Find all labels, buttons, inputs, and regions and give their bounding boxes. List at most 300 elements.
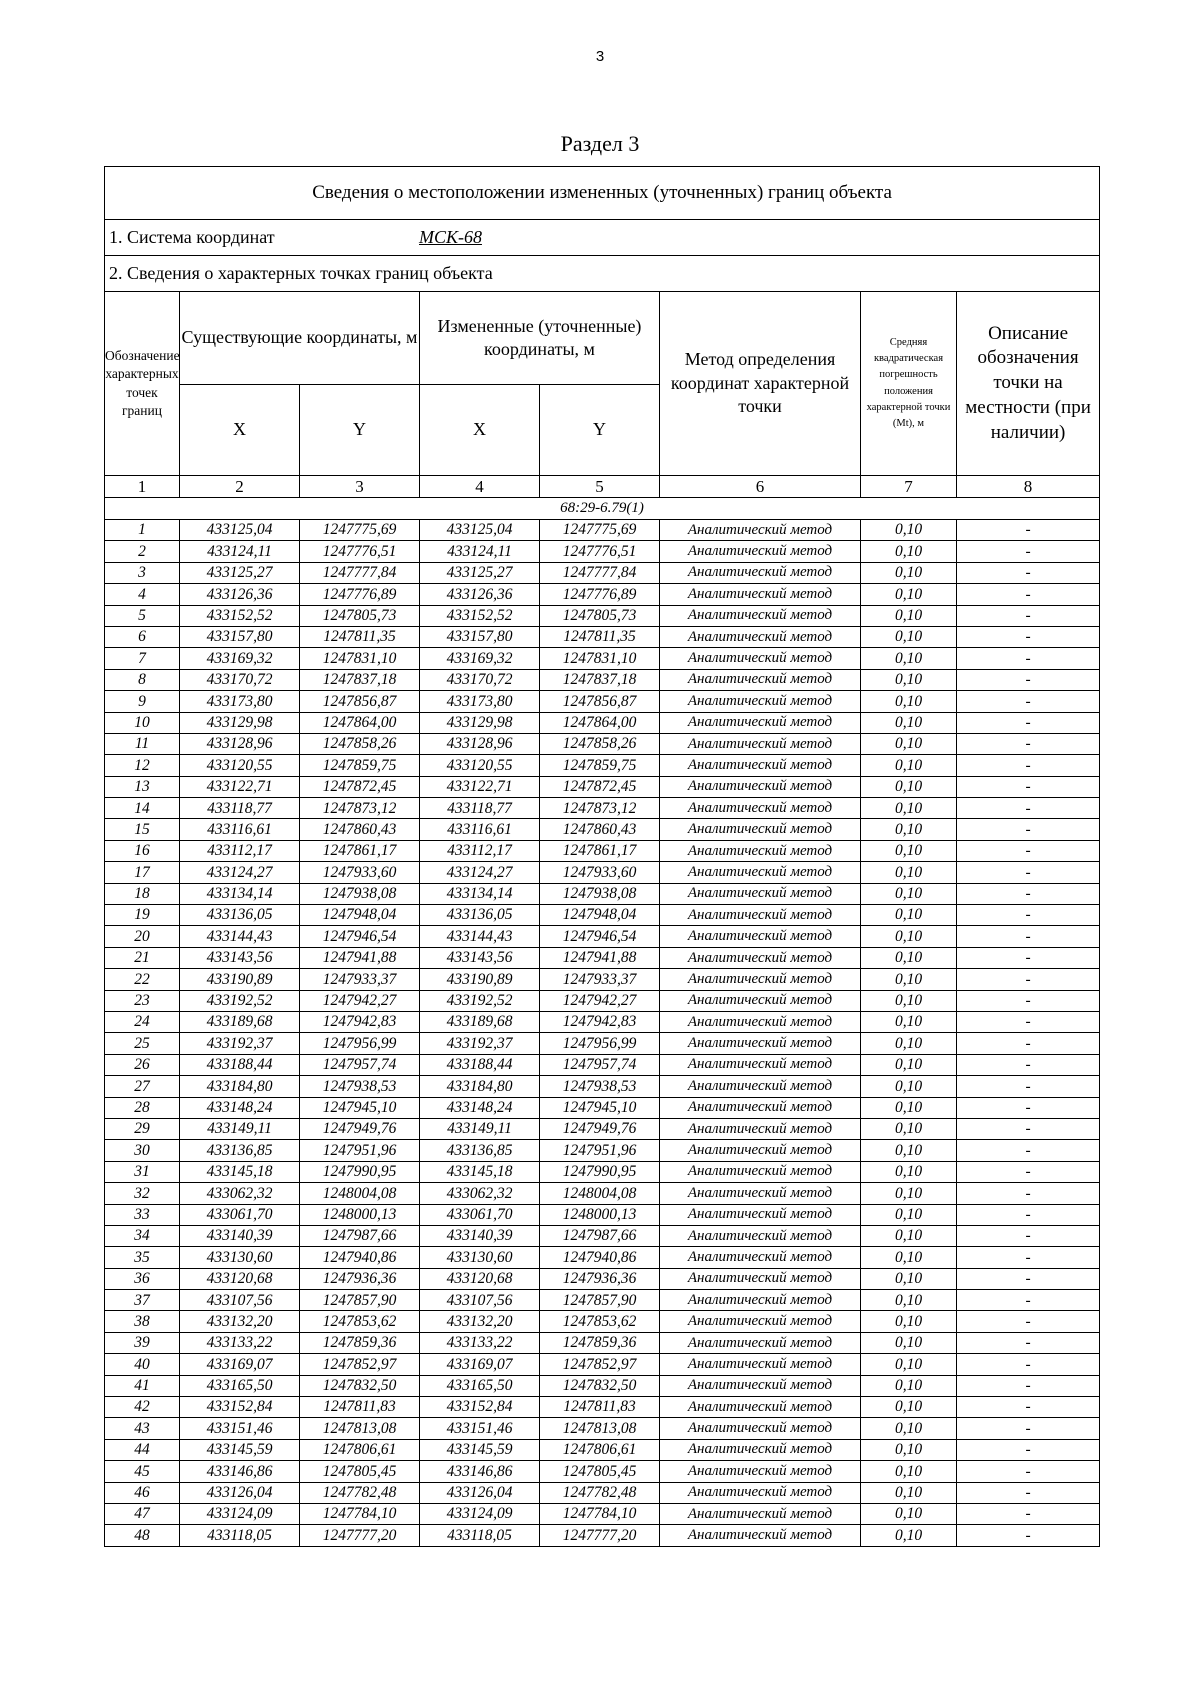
table-row [105,905,1100,926]
error-value-cell: 0,10 [861,947,957,968]
method-cell: Аналитический метод [660,883,861,904]
existing-x-cell: 433062,32 [180,1183,300,1204]
existing-y-cell: 1247861,17 [300,840,420,861]
existing-x-cell: 433184,80 [180,1076,300,1097]
method-cell: Аналитический метод [660,669,861,690]
table-row [105,1097,1100,1118]
description-cell: - [957,648,1100,669]
error-value-cell: 0,10 [861,1183,957,1204]
changed-y-cell: 1247987,66 [540,1225,660,1246]
error-value-cell: 0,10 [861,1097,957,1118]
error-value-cell: 0,10 [861,733,957,754]
point-number-cell: 14 [105,798,180,819]
description-cell: - [957,1118,1100,1139]
method-cell: Аналитический метод [660,1332,861,1353]
changed-x-cell: 433134,14 [420,883,540,904]
error-value-cell: 0,10 [861,1204,957,1225]
point-number-cell: 39 [105,1332,180,1353]
changed-x-cell: 433130,60 [420,1247,540,1268]
table-row [105,1011,1100,1032]
error-value-cell: 0,10 [861,626,957,647]
existing-x-cell: 433165,50 [180,1375,300,1396]
header-existing-y: Y [300,385,420,476]
column-number: 8 [957,476,1100,498]
method-cell: Аналитический метод [660,947,861,968]
table-row [105,1118,1100,1139]
changed-x-cell: 433189,68 [420,1011,540,1032]
existing-y-cell: 1247776,89 [300,584,420,605]
changed-x-cell: 433190,89 [420,969,540,990]
description-cell: - [957,1439,1100,1460]
changed-y-cell: 1247859,36 [540,1332,660,1353]
points-section-title: 2. Сведения о характерных точках границ объекта [105,256,1100,292]
method-cell: Аналитический метод [660,1118,861,1139]
existing-y-cell: 1247946,54 [300,926,420,947]
point-number-cell: 42 [105,1397,180,1418]
changed-y-cell: 1247945,10 [540,1097,660,1118]
description-cell: - [957,947,1100,968]
description-cell: - [957,840,1100,861]
table-row [105,1140,1100,1161]
existing-x-cell: 433145,18 [180,1161,300,1182]
changed-x-cell: 433152,84 [420,1397,540,1418]
existing-x-cell: 433107,56 [180,1290,300,1311]
point-number-cell: 8 [105,669,180,690]
point-number-cell: 12 [105,755,180,776]
changed-x-cell: 433144,43 [420,926,540,947]
point-number-cell: 15 [105,819,180,840]
description-cell: - [957,691,1100,712]
changed-y-cell: 1247777,84 [540,562,660,583]
changed-x-cell: 433145,18 [420,1161,540,1182]
existing-x-cell: 433130,60 [180,1247,300,1268]
point-number-cell: 31 [105,1161,180,1182]
changed-x-cell: 433128,96 [420,733,540,754]
error-value-cell: 0,10 [861,755,957,776]
method-cell: Аналитический метод [660,990,861,1011]
description-cell: - [957,1225,1100,1246]
existing-y-cell: 1247948,04 [300,905,420,926]
table-row [105,1439,1100,1460]
existing-x-cell: 433116,61 [180,819,300,840]
changed-y-cell: 1247782,48 [540,1482,660,1503]
changed-y-cell: 1248004,08 [540,1183,660,1204]
point-number-cell: 33 [105,1204,180,1225]
error-value-cell: 0,10 [861,1011,957,1032]
description-cell: - [957,926,1100,947]
changed-y-cell: 1247957,74 [540,1054,660,1075]
table-row [105,669,1100,690]
changed-y-cell: 1247864,00 [540,712,660,733]
method-cell: Аналитический метод [660,1354,861,1375]
table-row [105,776,1100,797]
column-number: 6 [660,476,861,498]
point-number-cell: 41 [105,1375,180,1396]
existing-x-cell: 433173,80 [180,691,300,712]
changed-x-cell: 433133,22 [420,1332,540,1353]
table-row [105,1311,1100,1332]
point-number-cell: 44 [105,1439,180,1460]
method-cell: Аналитический метод [660,1268,861,1289]
changed-x-cell: 433124,11 [420,541,540,562]
table-row [105,733,1100,754]
changed-y-cell: 1247860,43 [540,819,660,840]
existing-y-cell: 1248000,13 [300,1204,420,1225]
table-row [105,1418,1100,1439]
error-value-cell: 0,10 [861,584,957,605]
table-row [105,990,1100,1011]
changed-x-cell: 433146,86 [420,1461,540,1482]
changed-y-cell: 1247942,27 [540,990,660,1011]
existing-y-cell: 1247806,61 [300,1439,420,1460]
changed-y-cell: 1247837,18 [540,669,660,690]
changed-x-cell: 433136,05 [420,905,540,926]
method-cell: Аналитический метод [660,1525,861,1546]
description-cell: - [957,733,1100,754]
table-row [105,626,1100,647]
column-number: 4 [420,476,540,498]
description-cell: - [957,969,1100,990]
description-cell: - [957,626,1100,647]
existing-y-cell: 1247938,08 [300,883,420,904]
point-number-cell: 43 [105,1418,180,1439]
existing-y-cell: 1247776,51 [300,541,420,562]
method-cell: Аналитический метод [660,969,861,990]
existing-x-cell: 433124,27 [180,862,300,883]
description-cell: - [957,1268,1100,1289]
header-designation: Обозначение характерных точек границ [105,292,180,476]
table-row [105,1054,1100,1075]
description-cell: - [957,1140,1100,1161]
table-row [105,541,1100,562]
point-number-cell: 27 [105,1076,180,1097]
table-row [105,1503,1100,1524]
existing-y-cell: 1247990,95 [300,1161,420,1182]
error-value-cell: 0,10 [861,862,957,883]
existing-x-cell: 433120,55 [180,755,300,776]
changed-x-cell: 433061,70 [420,1204,540,1225]
existing-x-cell: 433136,85 [180,1140,300,1161]
changed-y-cell: 1247852,97 [540,1354,660,1375]
existing-y-cell: 1247859,75 [300,755,420,776]
changed-x-cell: 433192,37 [420,1033,540,1054]
point-number-cell: 22 [105,969,180,990]
point-number-cell: 17 [105,862,180,883]
page-number: 3 [595,48,605,65]
existing-y-cell: 1247805,73 [300,605,420,626]
table-row [105,605,1100,626]
table-row [105,584,1100,605]
description-cell: - [957,520,1100,541]
existing-y-cell: 1247859,36 [300,1332,420,1353]
table-row [105,883,1100,904]
table-row [105,1482,1100,1503]
point-number-cell: 29 [105,1118,180,1139]
changed-x-cell: 433124,27 [420,862,540,883]
changed-y-cell: 1247949,76 [540,1118,660,1139]
changed-x-cell: 433170,72 [420,669,540,690]
changed-x-cell: 433192,52 [420,990,540,1011]
changed-y-cell: 1247942,83 [540,1011,660,1032]
existing-x-cell: 433192,37 [180,1033,300,1054]
existing-y-cell: 1247858,26 [300,733,420,754]
existing-x-cell: 433129,98 [180,712,300,733]
existing-y-cell: 1247940,86 [300,1247,420,1268]
existing-x-cell: 433145,59 [180,1439,300,1460]
column-number: 5 [540,476,660,498]
method-cell: Аналитический метод [660,626,861,647]
existing-y-cell: 1247942,27 [300,990,420,1011]
changed-x-cell: 433107,56 [420,1290,540,1311]
point-number-cell: 36 [105,1268,180,1289]
table-row [105,840,1100,861]
point-number-cell: 24 [105,1011,180,1032]
changed-y-cell: 1247859,75 [540,755,660,776]
point-number-cell: 46 [105,1482,180,1503]
changed-x-cell: 433062,32 [420,1183,540,1204]
error-value-cell: 0,10 [861,1503,957,1524]
point-number-cell: 4 [105,584,180,605]
existing-y-cell: 1247813,08 [300,1418,420,1439]
changed-y-cell: 1247938,53 [540,1076,660,1097]
description-cell: - [957,1247,1100,1268]
existing-x-cell: 433148,24 [180,1097,300,1118]
point-number-cell: 6 [105,626,180,647]
table-row [105,947,1100,968]
existing-x-cell: 433133,22 [180,1332,300,1353]
method-cell: Аналитический метод [660,798,861,819]
changed-x-cell: 433120,68 [420,1268,540,1289]
method-cell: Аналитический метод [660,1461,861,1482]
error-value-cell: 0,10 [861,1054,957,1075]
description-cell: - [957,1503,1100,1524]
changed-x-cell: 433132,20 [420,1311,540,1332]
point-number-cell: 2 [105,541,180,562]
existing-x-cell: 433152,52 [180,605,300,626]
table-title: Сведения о местоположении измененных (уточненных) границ объекта [105,167,1100,220]
existing-x-cell: 433170,72 [180,669,300,690]
changed-y-cell: 1247831,10 [540,648,660,669]
changed-y-cell: 1247948,04 [540,905,660,926]
changed-y-cell: 1247938,08 [540,883,660,904]
method-cell: Аналитический метод [660,1161,861,1182]
description-cell: - [957,1204,1100,1225]
changed-y-cell: 1247951,96 [540,1140,660,1161]
existing-y-cell: 1247951,96 [300,1140,420,1161]
changed-x-cell: 433136,85 [420,1140,540,1161]
point-number-cell: 16 [105,840,180,861]
existing-x-cell: 433188,44 [180,1054,300,1075]
error-value-cell: 0,10 [861,1076,957,1097]
point-number-cell: 34 [105,1225,180,1246]
table-row [105,969,1100,990]
existing-x-cell: 433120,68 [180,1268,300,1289]
method-cell: Аналитический метод [660,605,861,626]
description-cell: - [957,1097,1100,1118]
error-value-cell: 0,10 [861,1118,957,1139]
table-row [105,819,1100,840]
existing-y-cell: 1247860,43 [300,819,420,840]
description-cell: - [957,669,1100,690]
point-number-cell: 30 [105,1140,180,1161]
changed-y-cell: 1247933,37 [540,969,660,990]
point-number-cell: 45 [105,1461,180,1482]
changed-y-cell: 1247936,36 [540,1268,660,1289]
method-cell: Аналитический метод [660,862,861,883]
changed-y-cell: 1247784,10 [540,1503,660,1524]
changed-y-cell: 1247956,99 [540,1033,660,1054]
existing-x-cell: 433061,70 [180,1204,300,1225]
error-value-cell: 0,10 [861,1354,957,1375]
point-number-cell: 37 [105,1290,180,1311]
existing-y-cell: 1247775,69 [300,520,420,541]
existing-x-cell: 433112,17 [180,840,300,861]
table-row [105,1033,1100,1054]
error-value-cell: 0,10 [861,1225,957,1246]
description-cell: - [957,798,1100,819]
changed-x-cell: 433165,50 [420,1375,540,1396]
method-cell: Аналитический метод [660,1397,861,1418]
error-value-cell: 0,10 [861,819,957,840]
error-value-cell: 0,10 [861,1397,957,1418]
header-changed-coordinates: Измененные (уточненные) координаты, м [420,292,660,385]
changed-x-cell: 433129,98 [420,712,540,733]
point-number-cell: 20 [105,926,180,947]
method-cell: Аналитический метод [660,1375,861,1396]
existing-y-cell: 1247933,60 [300,862,420,883]
point-number-cell: 23 [105,990,180,1011]
error-value-cell: 0,10 [861,1311,957,1332]
point-number-cell: 28 [105,1097,180,1118]
object-id: 68:29-6.79(1) [105,498,1100,520]
changed-y-cell: 1247853,62 [540,1311,660,1332]
error-value-cell: 0,10 [861,691,957,712]
existing-y-cell: 1247782,48 [300,1482,420,1503]
point-number-cell: 19 [105,905,180,926]
existing-y-cell: 1248004,08 [300,1183,420,1204]
error-value-cell: 0,10 [861,669,957,690]
existing-x-cell: 433146,86 [180,1461,300,1482]
existing-y-cell: 1247945,10 [300,1097,420,1118]
method-cell: Аналитический метод [660,562,861,583]
existing-x-cell: 433118,77 [180,798,300,819]
table-row [105,1183,1100,1204]
column-number: 7 [861,476,957,498]
method-cell: Аналитический метод [660,1097,861,1118]
changed-x-cell: 433169,32 [420,648,540,669]
description-cell: - [957,776,1100,797]
error-value-cell: 0,10 [861,798,957,819]
changed-x-cell: 433157,80 [420,626,540,647]
changed-y-cell: 1247872,45 [540,776,660,797]
description-cell: - [957,605,1100,626]
point-number-cell: 35 [105,1247,180,1268]
error-value-cell: 0,10 [861,1439,957,1460]
column-numbers-row [105,476,1100,498]
existing-y-cell: 1247784,10 [300,1503,420,1524]
point-number-cell: 10 [105,712,180,733]
existing-x-cell: 433134,14 [180,883,300,904]
existing-y-cell: 1247949,76 [300,1118,420,1139]
error-value-cell: 0,10 [861,776,957,797]
changed-x-cell: 433184,80 [420,1076,540,1097]
description-cell: - [957,883,1100,904]
description-cell: - [957,1076,1100,1097]
description-cell: - [957,1482,1100,1503]
point-number-cell: 40 [105,1354,180,1375]
description-cell: - [957,1011,1100,1032]
point-number-cell: 11 [105,733,180,754]
existing-x-cell: 433140,39 [180,1225,300,1246]
column-number: 3 [300,476,420,498]
point-number-cell: 7 [105,648,180,669]
method-cell: Аналитический метод [660,1290,861,1311]
error-value-cell: 0,10 [861,541,957,562]
method-cell: Аналитический метод [660,1011,861,1032]
method-cell: Аналитический метод [660,1140,861,1161]
description-cell: - [957,990,1100,1011]
existing-x-cell: 433124,09 [180,1503,300,1524]
description-cell: - [957,712,1100,733]
existing-x-cell: 433136,05 [180,905,300,926]
point-number-cell: 48 [105,1525,180,1546]
description-cell: - [957,584,1100,605]
error-value-cell: 0,10 [861,1290,957,1311]
existing-y-cell: 1247777,84 [300,562,420,583]
table-row [105,1332,1100,1353]
existing-y-cell: 1247811,35 [300,626,420,647]
method-cell: Аналитический метод [660,648,861,669]
point-number-cell: 32 [105,1183,180,1204]
table-row [105,1461,1100,1482]
changed-y-cell: 1247811,35 [540,626,660,647]
header-error: Средняя квадратическая погрешность положения характерной точки (Mt), м [861,292,957,476]
changed-y-cell: 1247832,50 [540,1375,660,1396]
changed-x-cell: 433169,07 [420,1354,540,1375]
header-method: Метод определения координат характерной точки [660,292,861,476]
table-row [105,1247,1100,1268]
table-row [105,1375,1100,1396]
point-number-cell: 9 [105,691,180,712]
table-row [105,1354,1100,1375]
method-cell: Аналитический метод [660,712,861,733]
existing-x-cell: 433192,52 [180,990,300,1011]
method-cell: Аналитический метод [660,819,861,840]
changed-y-cell: 1247858,26 [540,733,660,754]
method-cell: Аналитический метод [660,541,861,562]
point-number-cell: 47 [105,1503,180,1524]
point-number-cell: 38 [105,1311,180,1332]
existing-x-cell: 433152,84 [180,1397,300,1418]
error-value-cell: 0,10 [861,648,957,669]
point-number-cell: 13 [105,776,180,797]
changed-x-cell: 433118,77 [420,798,540,819]
column-number: 1 [105,476,180,498]
changed-y-cell: 1247946,54 [540,926,660,947]
existing-x-cell: 433118,05 [180,1525,300,1546]
point-number-cell: 5 [105,605,180,626]
error-value-cell: 0,10 [861,926,957,947]
error-value-cell: 0,10 [861,1033,957,1054]
error-value-cell: 0,10 [861,1247,957,1268]
error-value-cell: 0,10 [861,712,957,733]
changed-x-cell: 433140,39 [420,1225,540,1246]
changed-x-cell: 433188,44 [420,1054,540,1075]
error-value-cell: 0,10 [861,1268,957,1289]
existing-x-cell: 433190,89 [180,969,300,990]
point-number-cell: 21 [105,947,180,968]
method-cell: Аналитический метод [660,1033,861,1054]
